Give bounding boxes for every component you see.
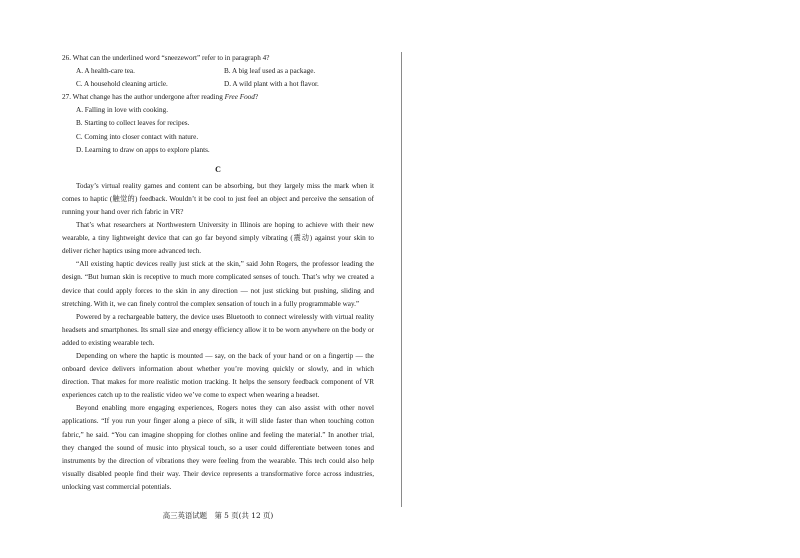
left-column [62,52,374,494]
passage-paragraph-2: That’s what researchers at Northwestern University in Illinois are hoping to achieve with their new wearable, a tiny lightweight device that can go far beyond simply vibrating (震动) against your skin to deliver richer haptics using more advanced tech. [62,221,374,256]
question-27-stem-suffix: ? [254,93,259,102]
question-27-option-a: A. Falling in love with cooking. [76,106,169,115]
passage-paragraph-5: Depending on where the haptic is mounted — say, on the back of your hand or on a fingertip — the onboard device delivers information about whether you’re moving quickly or slowly, and in which direction. That makes for more realistic motion tracking. It helps the sensory feedback component of VR experiences catch up to the realistic video we’ve come to expect when wearing a headset. [62,351,374,400]
passage-paragraph-3: “All existing haptic devices really just stick at the skin,” said John Rogers, the professor leading the design. “But human skin is receptive to much more complicated senses of touch. That’s why we created a device that could apply forces to the skin in any direction — not just sticking but pushing, sliding and stretching. With it, we can finely control the complex sensation of touch in a fully programmable way.” [62,260,374,308]
question-26-option-d: D. A wild plant with a hot flavor. [224,80,319,89]
question-27-stem-prefix: 27. What change has the author undergone after reading [62,93,225,102]
column-divider [401,52,402,507]
question-27-stem-title: Free Food [224,93,255,102]
page-footer: 高三英语试题 第 5 页(共 12 页) [162,511,274,520]
question-26-options-row-2 [62,78,374,91]
question-27-option-d: D. Learning to draw on apps to explore plants. [76,145,210,154]
question-26-option-b: B. A big leaf used as a package. [224,67,316,76]
passage-paragraph-6: Beyond enabling more engaging experiences, Rogers notes they can also assist with other novel applications. “If you run your finger along a piece of silk, it will slide faster than when touching cotton fabric,” he said. “You can imagine shopping for clothes online and feeling the material.” In another trial, they changed the sound of music into physical touch, so a user could differentiate between tones and instruments by the direction of vibrations they were feeling from the wearable. This tech could also help visually disabled people find their way. Their device represents a transformative force across industries, unlocking vast commercial potentials. [62,404,374,491]
passage-paragraph-4: Powered by a rechargeable battery, the device uses Bluetooth to connect wirelessly with virtual reality headsets and smartphones. Its small size and energy efficiency allow it to be worn anywhere on the body or added to existing wearable tech. [62,312,374,347]
passage-paragraph-1: Today’s virtual reality games and content can be absorbing, but they largely miss the mark when it comes to haptic (触觉的) feedback. Wouldn’t it be cool to just feel an object and perceive the sensation of running your hand over rich fabric in VR? [62,181,374,216]
question-26-option-c: C. A household cleaning article. [76,80,168,89]
section-title: C [215,164,221,174]
question-26-option-a: A. A health-care tea. [76,67,135,76]
question-27-stem [62,91,374,104]
question-26-options-row-1 [62,65,374,78]
question-27-option-c: C. Coming into closer contact with nature. [76,132,199,141]
question-26-stem: 26. What can the underlined word “sneezewort” refer to in paragraph 4? [62,54,270,62]
question-27-option-b: B. Starting to collect leaves for recipes. [76,119,190,128]
